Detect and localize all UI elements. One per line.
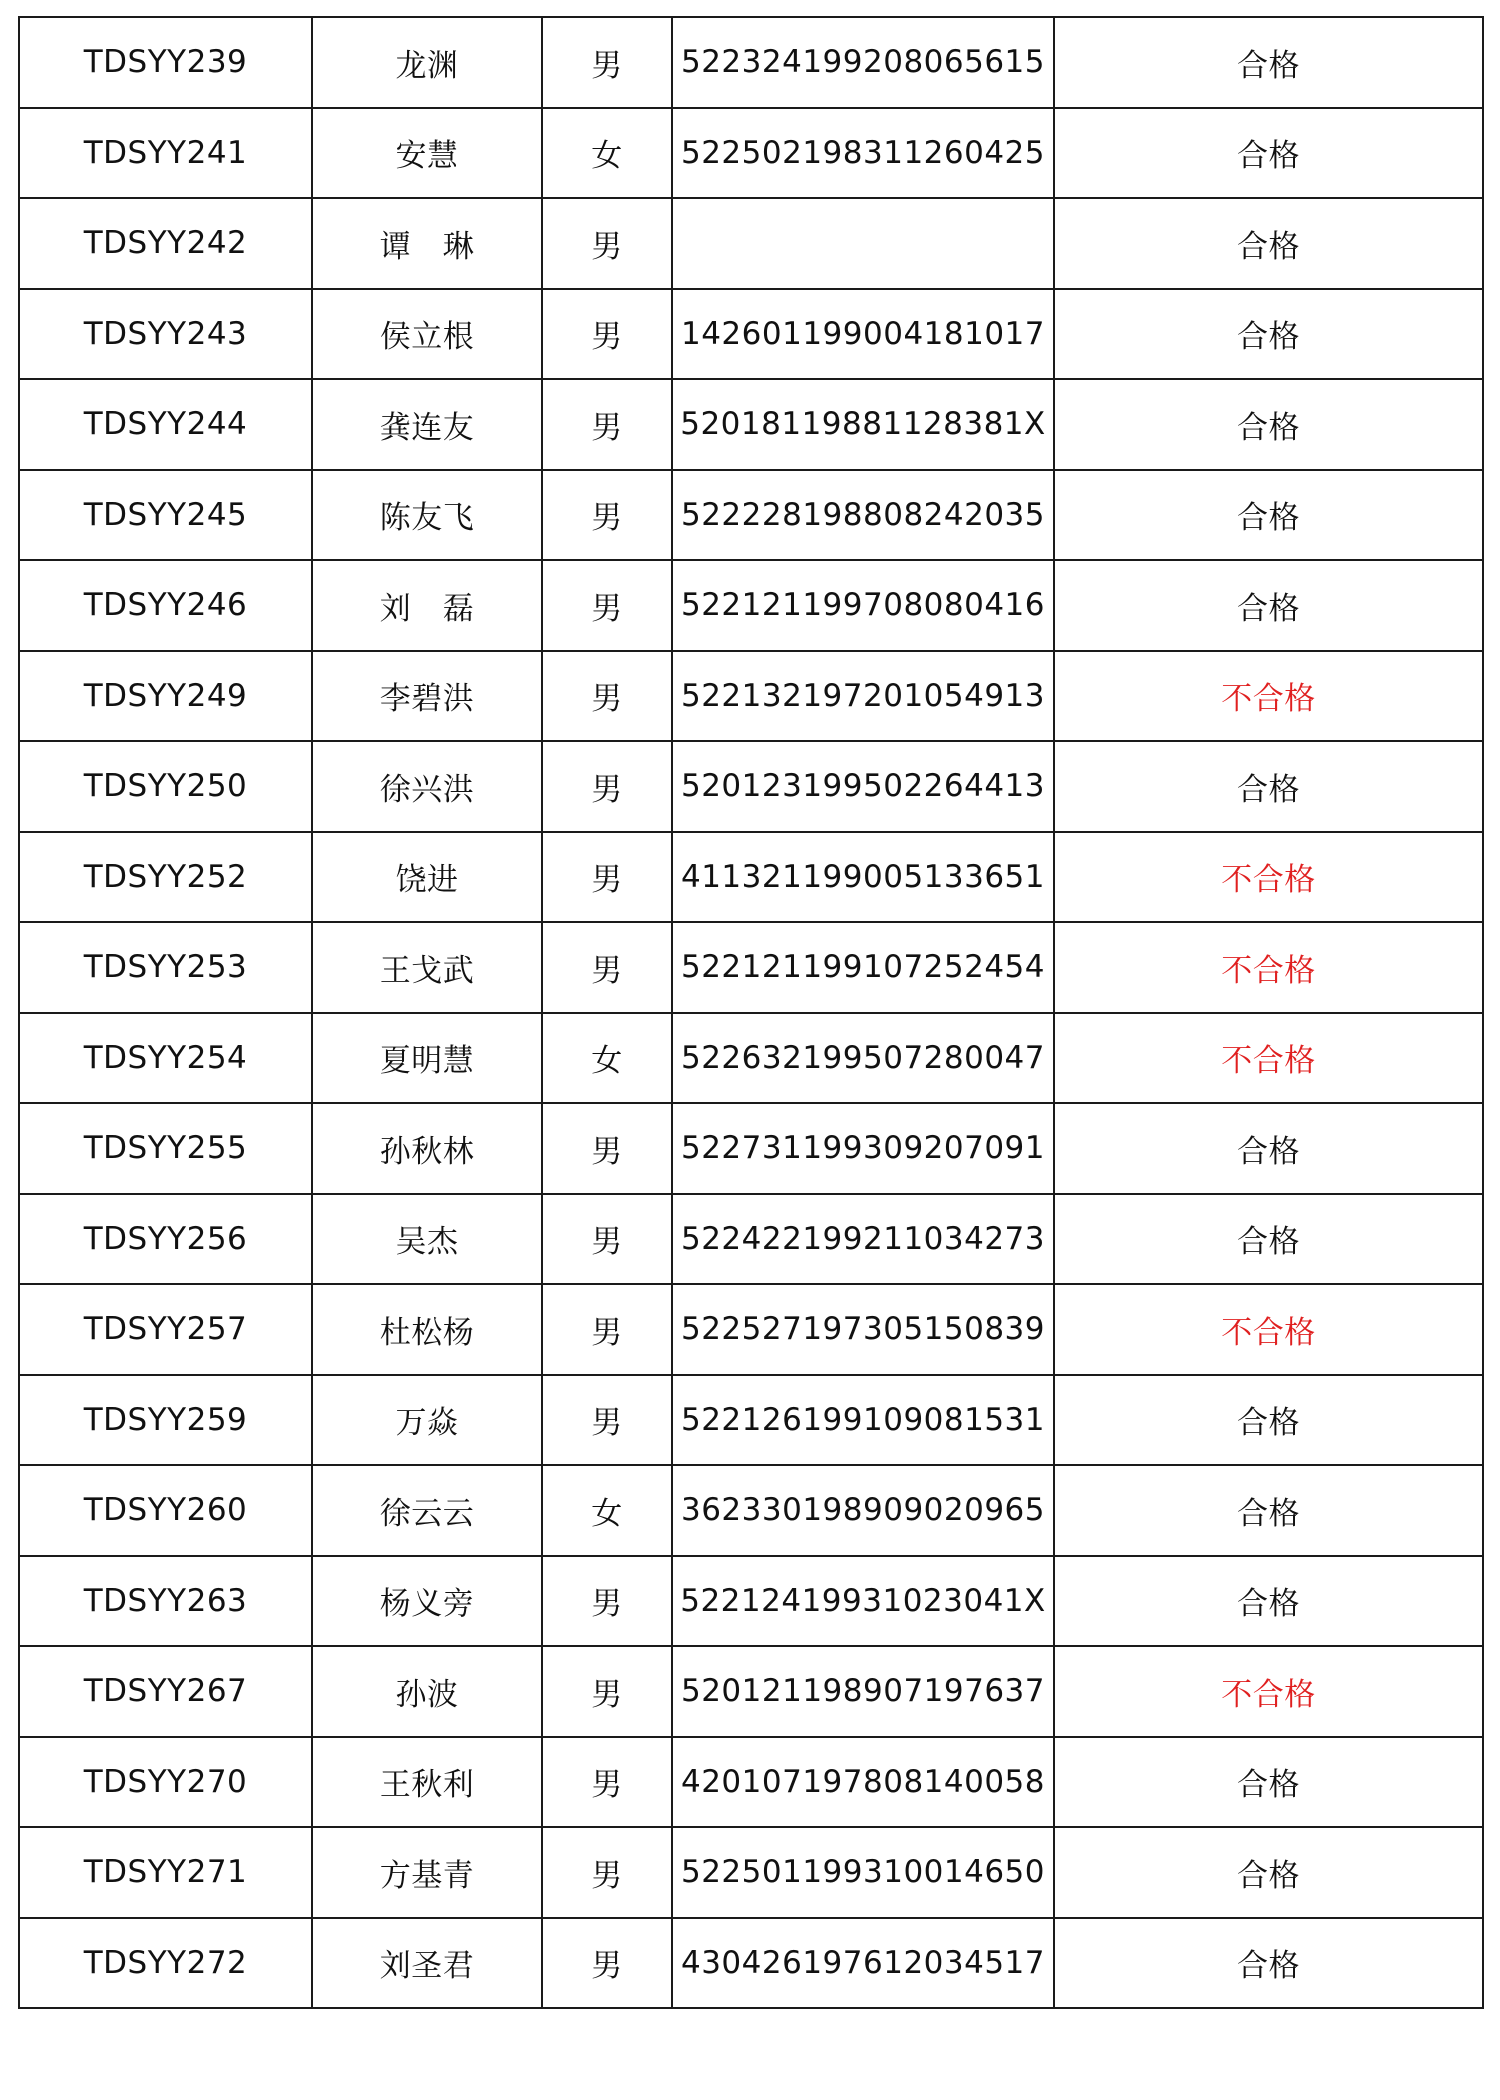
gender-cell: 男 (542, 741, 672, 832)
table-row (19, 1646, 1483, 1737)
result-cell: 合格 (1054, 1375, 1483, 1466)
candidate-id-cell: TDSYY260 (19, 1465, 312, 1556)
id-number-cell: 522632199507280047 (672, 1013, 1054, 1104)
gender-cell: 男 (542, 1827, 672, 1918)
id-number-cell: 522121199107252454 (672, 922, 1054, 1013)
table-row (19, 560, 1483, 651)
table-row (19, 1284, 1483, 1375)
table-row (19, 198, 1483, 289)
candidate-name-cell: 王戈武 (312, 922, 542, 1013)
candidate-name-cell: 方基青 (312, 1827, 542, 1918)
candidate-name-cell: 李碧洪 (312, 651, 542, 742)
result-cell: 不合格 (1054, 1646, 1483, 1737)
result-cell: 合格 (1054, 17, 1483, 108)
table-row (19, 651, 1483, 742)
id-number-cell (672, 198, 1054, 289)
id-number-cell: 430426197612034517 (672, 1918, 1054, 2009)
candidate-name-cell: 陈友飞 (312, 470, 542, 561)
id-number-cell: 522731199309207091 (672, 1103, 1054, 1194)
candidate-id-cell: TDSYY272 (19, 1918, 312, 2009)
id-number-cell: 522121199708080416 (672, 560, 1054, 651)
table-row (19, 1103, 1483, 1194)
candidate-name-cell: 饶进 (312, 832, 542, 923)
candidate-name-cell: 徐兴洪 (312, 741, 542, 832)
result-cell: 合格 (1054, 1465, 1483, 1556)
id-number-cell: 52212419931023041X (672, 1556, 1054, 1647)
id-number-cell: 522501199310014650 (672, 1827, 1054, 1918)
candidate-name-cell: 龙渊 (312, 17, 542, 108)
candidate-name-cell: 杜松杨 (312, 1284, 542, 1375)
candidate-id-cell: TDSYY252 (19, 832, 312, 923)
gender-cell: 男 (542, 17, 672, 108)
id-number-cell: 520123199502264413 (672, 741, 1054, 832)
gender-cell: 男 (542, 1918, 672, 2009)
table-row (19, 1737, 1483, 1828)
result-cell: 不合格 (1054, 651, 1483, 742)
document-page (18, 16, 1482, 2009)
candidate-id-cell: TDSYY244 (19, 379, 312, 470)
table-row (19, 1465, 1483, 1556)
candidate-name-cell: 安慧 (312, 108, 542, 199)
candidate-id-cell: TDSYY239 (19, 17, 312, 108)
candidate-name-cell: 龚连友 (312, 379, 542, 470)
candidate-name-cell: 刘圣君 (312, 1918, 542, 2009)
gender-cell: 男 (542, 289, 672, 380)
result-cell: 不合格 (1054, 1284, 1483, 1375)
candidate-id-cell: TDSYY242 (19, 198, 312, 289)
result-cell: 合格 (1054, 289, 1483, 380)
gender-cell: 男 (542, 1103, 672, 1194)
id-number-cell: 52018119881128381X (672, 379, 1054, 470)
candidate-name-cell: 杨义旁 (312, 1556, 542, 1647)
candidate-id-cell: TDSYY246 (19, 560, 312, 651)
table-row (19, 1194, 1483, 1285)
result-cell: 合格 (1054, 1194, 1483, 1285)
candidate-id-cell: TDSYY250 (19, 741, 312, 832)
result-cell: 合格 (1054, 108, 1483, 199)
result-cell: 不合格 (1054, 922, 1483, 1013)
candidate-name-cell: 吴杰 (312, 1194, 542, 1285)
candidate-name-cell: 夏明慧 (312, 1013, 542, 1104)
candidate-id-cell: TDSYY243 (19, 289, 312, 380)
candidate-id-cell: TDSYY257 (19, 1284, 312, 1375)
result-cell: 合格 (1054, 1737, 1483, 1828)
candidate-name-cell: 王秋利 (312, 1737, 542, 1828)
result-cell: 合格 (1054, 470, 1483, 561)
gender-cell: 男 (542, 560, 672, 651)
id-number-cell: 522132197201054913 (672, 651, 1054, 742)
table-row (19, 1827, 1483, 1918)
gender-cell: 男 (542, 1194, 672, 1285)
table-row (19, 922, 1483, 1013)
gender-cell: 女 (542, 1465, 672, 1556)
table-row (19, 17, 1483, 108)
result-cell: 合格 (1054, 1556, 1483, 1647)
gender-cell: 男 (542, 470, 672, 561)
candidate-name-cell: 孙秋林 (312, 1103, 542, 1194)
id-number-cell: 522422199211034273 (672, 1194, 1054, 1285)
id-number-cell: 522527197305150839 (672, 1284, 1054, 1375)
gender-cell: 男 (542, 1646, 672, 1737)
gender-cell: 女 (542, 1013, 672, 1104)
id-number-cell: 362330198909020965 (672, 1465, 1054, 1556)
table-row (19, 379, 1483, 470)
gender-cell: 男 (542, 198, 672, 289)
id-number-cell: 142601199004181017 (672, 289, 1054, 380)
candidate-id-cell: TDSYY245 (19, 470, 312, 561)
candidate-name-cell: 刘 磊 (312, 560, 542, 651)
table-row (19, 1556, 1483, 1647)
table-row (19, 832, 1483, 923)
table-row (19, 1918, 1483, 2009)
gender-cell: 男 (542, 1284, 672, 1375)
table-row (19, 1013, 1483, 1104)
id-number-cell: 420107197808140058 (672, 1737, 1054, 1828)
table-row (19, 470, 1483, 561)
candidate-name-cell: 侯立根 (312, 289, 542, 380)
exam-results-table (18, 16, 1484, 2009)
id-number-cell: 522228198808242035 (672, 470, 1054, 561)
gender-cell: 女 (542, 108, 672, 199)
candidate-id-cell: TDSYY263 (19, 1556, 312, 1647)
result-cell: 合格 (1054, 379, 1483, 470)
candidate-id-cell: TDSYY255 (19, 1103, 312, 1194)
table-row (19, 741, 1483, 832)
gender-cell: 男 (542, 922, 672, 1013)
result-cell: 合格 (1054, 1103, 1483, 1194)
candidate-id-cell: TDSYY270 (19, 1737, 312, 1828)
table-row (19, 108, 1483, 199)
candidate-id-cell: TDSYY253 (19, 922, 312, 1013)
table-body (19, 17, 1483, 2008)
gender-cell: 男 (542, 1375, 672, 1466)
gender-cell: 男 (542, 379, 672, 470)
candidate-name-cell: 万焱 (312, 1375, 542, 1466)
result-cell: 不合格 (1054, 832, 1483, 923)
table-row (19, 289, 1483, 380)
result-cell: 合格 (1054, 560, 1483, 651)
candidate-id-cell: TDSYY241 (19, 108, 312, 199)
gender-cell: 男 (542, 832, 672, 923)
id-number-cell: 522324199208065615 (672, 17, 1054, 108)
gender-cell: 男 (542, 1737, 672, 1828)
candidate-name-cell: 徐云云 (312, 1465, 542, 1556)
id-number-cell: 520121198907197637 (672, 1646, 1054, 1737)
candidate-id-cell: TDSYY254 (19, 1013, 312, 1104)
table-row (19, 1375, 1483, 1466)
id-number-cell: 522126199109081531 (672, 1375, 1054, 1466)
candidate-id-cell: TDSYY256 (19, 1194, 312, 1285)
result-cell: 不合格 (1054, 1013, 1483, 1104)
candidate-id-cell: TDSYY271 (19, 1827, 312, 1918)
gender-cell: 男 (542, 1556, 672, 1647)
candidate-id-cell: TDSYY249 (19, 651, 312, 742)
candidate-name-cell: 谭 琳 (312, 198, 542, 289)
id-number-cell: 411321199005133651 (672, 832, 1054, 923)
gender-cell: 男 (542, 651, 672, 742)
candidate-id-cell: TDSYY259 (19, 1375, 312, 1466)
result-cell: 合格 (1054, 198, 1483, 289)
result-cell: 合格 (1054, 741, 1483, 832)
id-number-cell: 522502198311260425 (672, 108, 1054, 199)
result-cell: 合格 (1054, 1918, 1483, 2009)
candidate-name-cell: 孙波 (312, 1646, 542, 1737)
candidate-id-cell: TDSYY267 (19, 1646, 312, 1737)
result-cell: 合格 (1054, 1827, 1483, 1918)
